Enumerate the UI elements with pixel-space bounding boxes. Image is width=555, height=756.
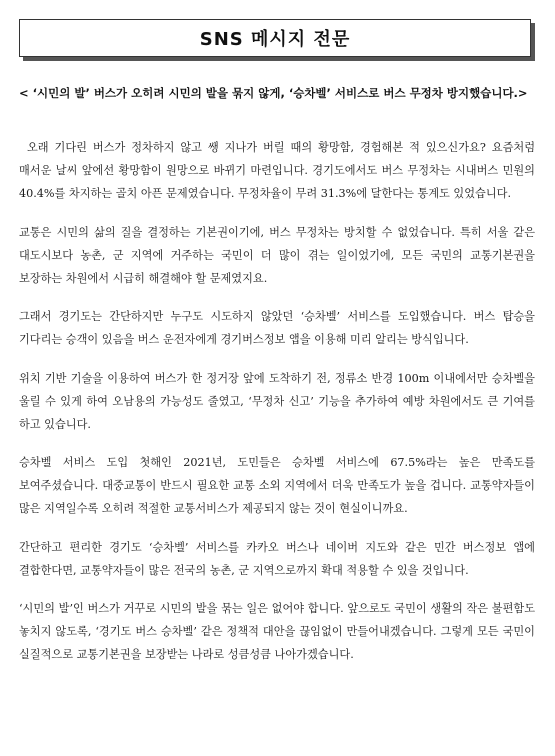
title-box-shadow-side [531,23,535,61]
paragraph-7: ‘시민의 발’인 버스가 거꾸로 시민의 발을 묶는 일은 없어야 합니다. 앞으로도 국민이 생활의 작은 불편함도 놓치지 않도록, ‘경기도 버스 승차벨’ 같은 정책적 대안을 끊임없이 만들어내겠습니다. 그렇게 모든 국민이 실질적으로 교통기본권을 보장받는 나라로 성큼성큼 나아가겠습니다. [19,602,535,661]
page-title [19,19,531,57]
paragraph-5: 승차벨 서비스 도입 첫해인 2021년, 도민들은 승차벨 서비스에 67.5%라는 높은 만족도를 보여주셨습니다. 대중교통이 반드시 필요한 교통 소외 지역에서 더욱 만족도가 높을 겁니다. 교통약자들이 많은 지역일수록 오히려 적절한 교통서비스가 제공되지 않는 것이 현실이니까요. [19,456,535,515]
paragraph-3: 그래서 경기도는 간단하지만 누구도 시도하지 않았던 ‘승차벨’ 서비스를 도입했습니다. 버스 탑승을 기다리는 승객이 있음을 버스 운전자에게 경기버스정보 앱을 이용해 미리 알리는 방식입니다. [19,310,535,346]
paragraph-4: 위치 기반 기술을 이용하여 버스가 한 정거장 앞에 도착하기 전, 정류소 반경 100m 이내에서만 승차벨을 울릴 수 있게 하여 오남용의 가능성도 줄였고, ‘무정차 신고’ 기능을 추가하여 예방 차원에서도 큰 기여를 하고 있습니다. [19,371,535,431]
title-box-shadow [23,57,535,61]
page-title-text: SNS 메시지 전문 [199,29,351,50]
message-body [19,136,535,682]
headline-subtitle: < ‘시민의 발’ 버스가 오히려 시민의 발을 묶지 않게, ‘승차벨’ 서비스로 버스 무정차 방지했습니다.> [19,86,528,100]
paragraph-1: 오래 기다린 버스가 정차하지 않고 쌩 지나가 버릴 때의 황망함, 경험해본 적 있으신가요? 요즘처럼 매서운 날씨 앞에선 황망함이 원망으로 바뀌기 마련입니다. 경기도에서도 버스 무정차는 시내버스 민원의 40.4%를 차지하는 골치 아픈 문제였습니다. 무정차율이 무려 31.3%에 달한다는 통계도 있었습니다. [19,141,535,200]
paragraph-6: 간단하고 편리한 경기도 ‘승차벨’ 서비스를 카카오 버스나 네이버 지도와 같은 민간 버스정보 앱에 결합한다면, 교통약자들이 많은 전국의 농촌, 군 지역으로까지 확대 적용할 수 있을 것입니다. [19,540,535,577]
paragraph-2: 교통은 시민의 삶의 질을 결정하는 기본권이기에, 버스 무정차는 방치할 수 없었습니다. 특히 서울 같은 대도시보다 농촌, 군 지역에 거주하는 국민이 더 많이 겪는 일이었기에, 모든 국민의 교통기본권을 보장하는 차원에서 시급히 해결해야 할 문제였지요. [19,225,535,285]
